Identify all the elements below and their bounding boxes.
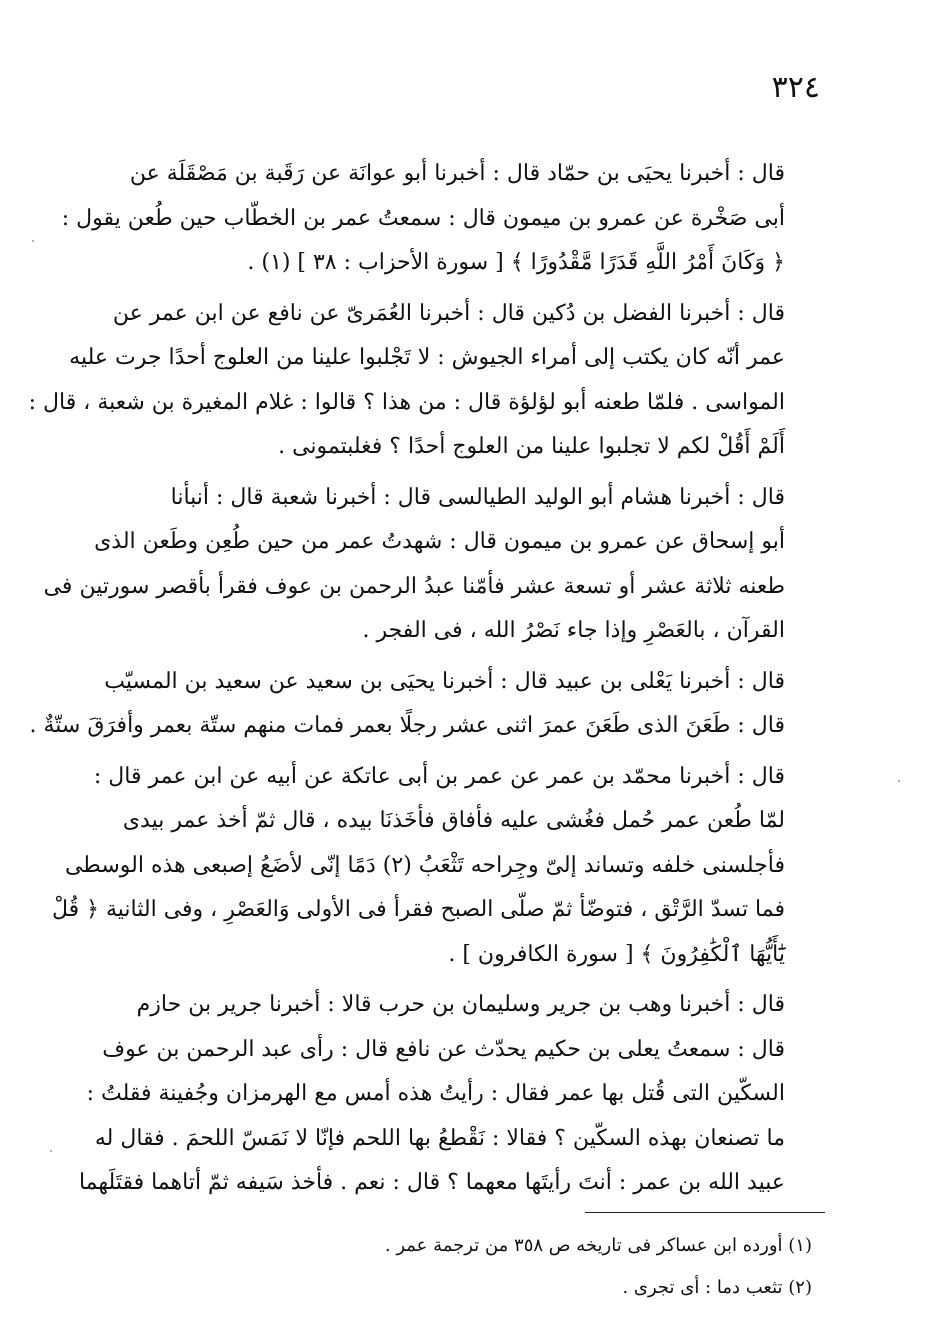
text-line: فما تسدّ الرَّتْق ، فتوضّأ ثمّ صلّى الصبح فقرأ فى الأولى وَالعَصْرِ ، وفى الثانية ﴿ قُلْ xyxy=(51,897,785,922)
text-line: فأجلسنى خلفه وتساند إلىّ وجِراحه تَثْعَبُ (٢) دَمًا إنّى لأضَعُ إصبعى هذه الوسطى xyxy=(64,852,785,878)
paragraph-1 xyxy=(61,152,827,286)
text-line: عمر أنّه كان يكتب إلى أمراء الجيوش : لا تَجْلبوا علينا من العلوج أحدًا جرت عليه xyxy=(69,345,785,370)
scan-speck xyxy=(32,240,34,242)
scan-speck xyxy=(898,780,900,782)
text-line: طعنه ثلاثة عشر أو تسعة عشر فأمّنا عبدُ الرحمن بن عوف فقرأ بأقصر سورتين فى xyxy=(43,573,785,599)
text-line: السكّين التى قُتل بها عمر فقال : رأيتُ هذه أمس مع الهرمزان وجُفينة فقلتُ : xyxy=(86,1081,785,1106)
text-line: ﴿ وَكَانَ أَمْرُ اللَّهِ قَدَرًا مَّقْدُورًا ﴾ [ سورة الأحزاب : ٣٨ ] (١) . xyxy=(247,250,785,275)
footnote-1: (١) أورده ابن عساكر فى تاريخه ص ٣٥٨ من ترجمة عمر . xyxy=(384,1235,812,1256)
footnotes xyxy=(200,1225,812,1309)
text-line: قال : سمعتُ يعلى بن حكيم يحدّث عن نافع قال : رأى عبد الرحمن بن عوف xyxy=(102,1036,785,1062)
text-line: قال : أخبرنا محمّد بن عمر عن عمر بن أبى عاتكة عن أبيه عن ابن عمر قال : xyxy=(93,763,785,789)
text-line: أبى صَخْرة عن عمرو بن ميمون قال : سمعتُ عمر بن الخطّاب حين طُعن يقول : xyxy=(61,205,785,231)
text-line: قال : طَعَنَ الذى طَعَنَ عمرَ اثنى عشر رجلًا بعمر فمات منهم ستّة بعمر وأفرَقَ ستّةٌ . xyxy=(29,713,785,738)
text-line: القرآن ، بالعَصْرِ وإذا جاء نَصْرُ الله ، فى الفجر . xyxy=(362,618,785,643)
text-line: أَلَمْ أَقُلْ لكم لا تجلبوا علينا من العلوج أحدًا ؟ فغلبتمونى . xyxy=(278,434,785,459)
paragraph-2 xyxy=(28,292,827,470)
text-line: أبو إسحاق عن عمرو بن ميمون قال : شهدتُ عمر من حين طُعِن وطَعن الذى xyxy=(94,529,785,554)
paragraph-3 xyxy=(43,476,827,654)
main-text xyxy=(28,152,827,1212)
text-line: المواسى . فلمّا طعنه أبو لؤلؤة قال : من هذا ؟ قالوا : غلام المغيرة بن شعبة ، قال : xyxy=(28,389,785,415)
text-line: عبيد الله بن عمر : أنتَ رأيتَها معهما ؟ قال : نعم . فأخذ سَيفه ثمّ أتاهما فقتَلَهما xyxy=(78,1170,785,1195)
text-line: قال : أخبرنا هشام أبو الوليد الطيالسى قال : أخبرنا شعبة قال : أنبأنا xyxy=(170,484,785,510)
paragraph-6 xyxy=(78,983,827,1206)
footnote-separator xyxy=(585,1212,825,1213)
text-line: قال : أخبرنا الفضل بن دُكين قال : أخبرنا العُمَرىّ عن نافع عن ابن عمر عن xyxy=(112,300,785,326)
text-line: لمّا طُعن عمر حُمل فغُشى عليه فأفاق فأخَذنَا بيده ، قال ثمّ أخذ عمر بيدى xyxy=(122,808,785,833)
page-number: ٣٢٤ xyxy=(771,70,820,105)
text-line: قال : أخبرنا يحيَى بن حمّاد قال : أخبرنا أبو عوانَة عن رَقَبة بن مَصْقَلَة عن xyxy=(129,161,785,186)
text-line: قال : أخبرنا يَعْلى بن عبيد قال : أخبرنا يحيَى بن سعيد عن سعيد بن المسيّب xyxy=(104,668,785,694)
text-line: ما تصنعان بهذه السكّين ؟ فقالا : نَقْطعُ بها اللحم فإنّا لا نَمَسّ اللحمَ . فقال له xyxy=(94,1125,785,1151)
paragraph-4 xyxy=(29,660,827,749)
text-line: يَٰٓأَيُّهَا ٱلْكَٰفِرُونَ ﴾ [ سورة الكافرون ] . xyxy=(448,941,785,967)
footnote-2: (٢) تثعب دما : أى تجرى . xyxy=(622,1277,812,1298)
paragraph-5 xyxy=(51,755,827,978)
scan-speck xyxy=(50,1150,52,1152)
text-line: قال : أخبرنا وهب بن جرير وسليمان بن حرب قالا : أخبرنا جرير بن حازم xyxy=(136,992,785,1017)
